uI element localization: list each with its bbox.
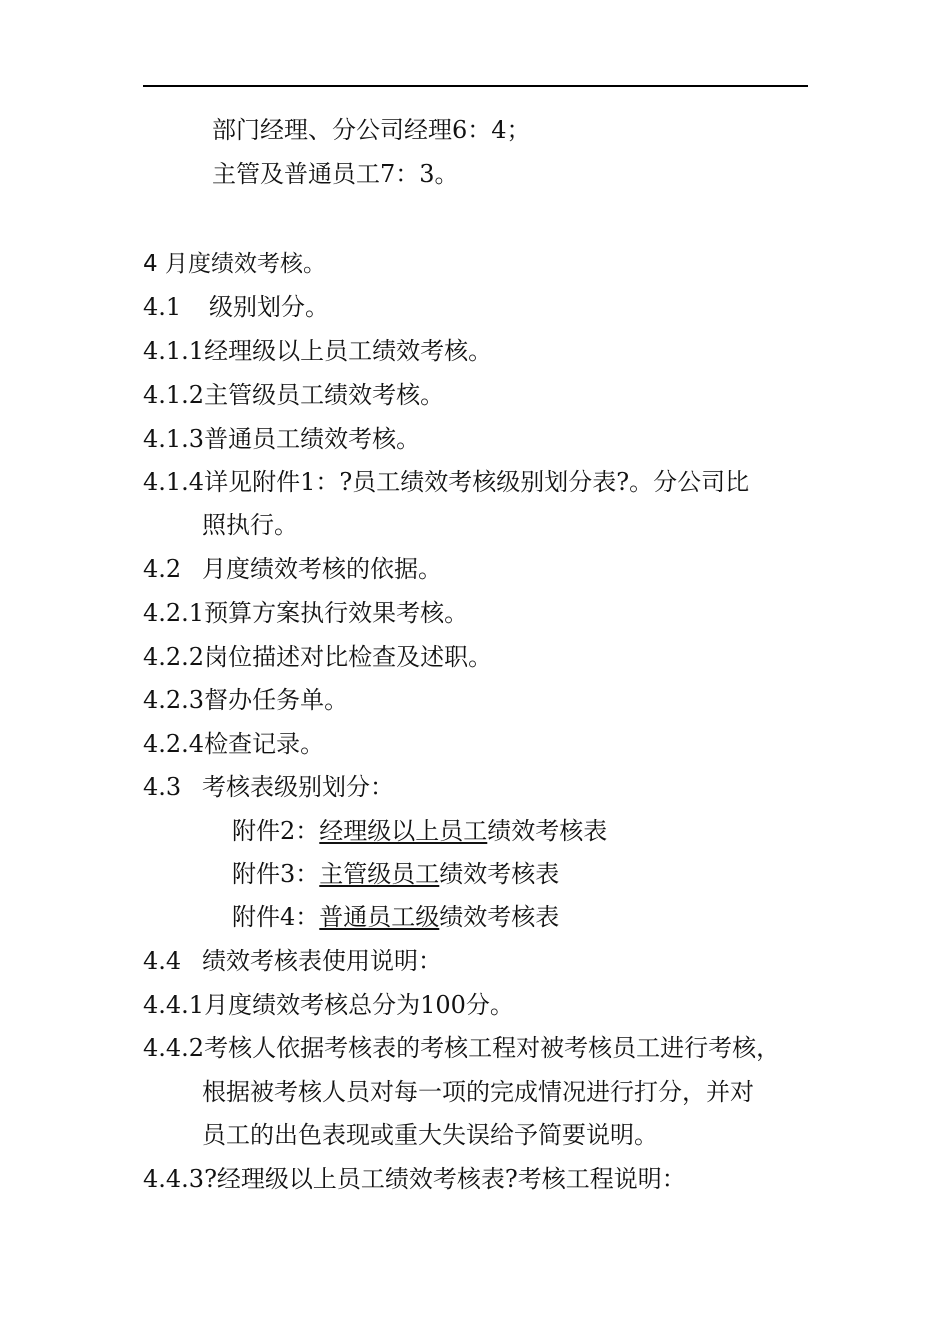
section-number: 4.3 [143,773,182,801]
section-4-2-2: 4.2.2岗位描述对比检查及述职。 [143,643,493,671]
section-number: 4.1 [143,293,182,321]
section-text: 月度绩效考核的依据。 [202,555,442,583]
section-text: 考核表级别划分： [202,773,394,801]
section-4-heading: 4 月度绩效考核。 [143,251,326,277]
section-4-4-1: 4.4.1月度绩效考核总分为100分。 [143,991,514,1019]
section-4-4-2-continued-2: 员工的出色表现或重大失误给予简要说明。 [202,1121,658,1149]
ratio-staff-line: 主管及普通员工7：3。 [212,160,459,188]
section-4-1-3: 4.1.3普通员工绩效考核。 [143,425,421,453]
attachment-level-underlined: 普通员工级 [319,903,440,931]
ratio-manager-line: 部门经理、分公司经理6：4； [212,116,531,144]
section-4-4-2-continued-1: 根据被考核人员对每一项的完成情况进行打分，并对 [202,1078,754,1106]
section-4-4 [143,946,442,976]
header-rule [143,85,808,87]
attachment-title: 绩效考核表 [487,817,608,845]
section-4-1-4: 4.1.4详见附件1：?员工绩效考核级别划分表?。分公司比 [143,468,750,496]
section-4-1-2: 4.1.2主管级员工绩效考核。 [143,381,445,409]
section-4-2 [143,554,442,584]
section-4-1 [143,292,329,322]
attachment-level-underlined: 主管级员工 [319,860,440,888]
section-number: 4.2 [143,555,182,583]
attachment-level-underlined: 经理级以上员工 [319,817,488,845]
section-4-1-4-continued: 照执行。 [202,511,298,539]
section-4-3 [143,772,394,802]
section-text: 级别划分。 [209,293,329,321]
section-4-1-1: 4.1.1经理级以上员工绩效考核。 [143,337,493,365]
section-4-2-1: 4.2.1预算方案执行效果考核。 [143,599,469,627]
attachment-3-line [232,859,559,889]
section-4-2-3: 4.2.3督办任务单。 [143,686,349,714]
attachment-label: 附件4： [232,903,320,931]
attachment-title: 绩效考核表 [439,860,560,888]
attachment-2-line [232,816,607,846]
section-number: 4.4 [143,947,182,975]
section-4-4-2: 4.4.2考核人依据考核表的考核工程对被考核员工进行考核， [143,1034,781,1062]
attachment-4-line [232,902,559,932]
attachment-label: 附件2： [232,817,320,845]
attachment-label: 附件3： [232,860,320,888]
section-4-2-4: 4.2.4检查记录。 [143,730,325,758]
section-4-4-3: 4.4.3?经理级以上员工绩效考核表?考核工程说明： [143,1165,686,1193]
section-text: 绩效考核表使用说明： [202,947,442,975]
attachment-title: 绩效考核表 [439,903,560,931]
